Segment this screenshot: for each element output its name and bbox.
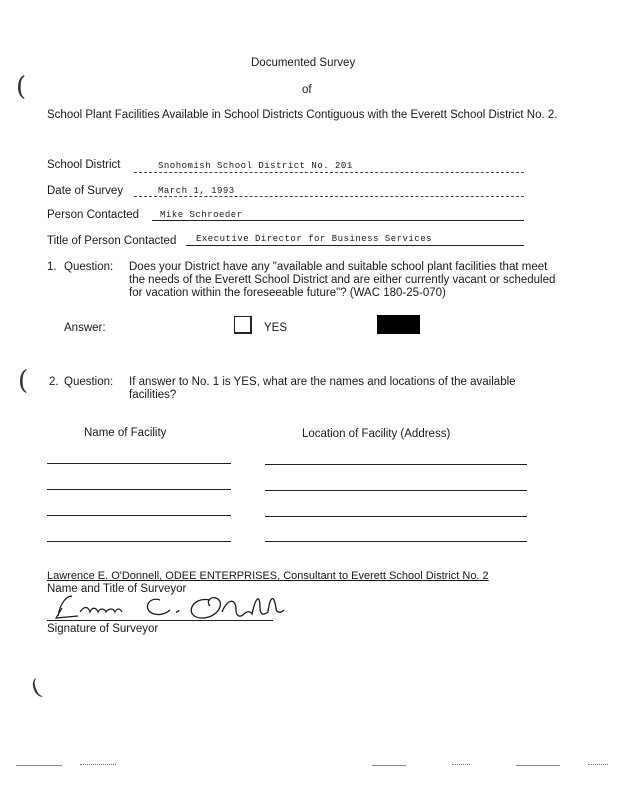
question-2-number: 2. [49,376,59,388]
person-contacted-label: Person Contacted [47,209,140,221]
facility-name-header: Name of Facility [84,427,167,439]
person-contacted-line [152,220,524,221]
document-title: Documented Survey [251,57,356,69]
facility-location-line-4 [265,541,527,542]
school-district-line [134,172,524,173]
surveyor-name-line: Lawrence E. O'Donnell, ODEE ENTERPRISES, Consultant to Everett School District No. 2 [47,570,489,582]
hole-punch-mark-3: ( [27,675,45,702]
facility-location-line-3 [265,516,527,517]
hole-punch-mark-2: ( [18,366,29,396]
school-district-label: School District [47,159,121,171]
person-contacted-value: Mike Schroeder [160,210,243,220]
question-2-label: Question: [64,376,114,388]
facility-name-line-4 [47,541,231,542]
facility-name-line-1 [47,463,231,464]
facility-location-header: Location of Facility (Address) [302,428,451,440]
school-district-value: Snohomish School District No. 201 [158,161,353,171]
footer-scan-noise [0,762,622,768]
facility-name-line-3 [47,515,231,516]
facility-location-line-2 [265,490,527,491]
surveyor-name-label: Name and Title of Surveyor [47,583,187,595]
date-of-survey-value: March 1, 1993 [158,186,235,196]
facility-location-line-1 [265,464,527,465]
question-1-text: Does your District have any "available and suitable school plant facilities that meet the needs of the Everett School District and are either currently vacant or scheduled for vacation within the foreseeable future"? (WAC 180-25-070) [129,261,556,299]
date-of-survey-line [134,196,524,197]
yes-label: YES [264,322,288,334]
contact-title-label: Title of Person Contacted [47,235,177,247]
question-2-text: If answer to No. 1 is YES, what are the names and locations of the available facilities? [129,376,516,401]
hole-punch-mark-1: ( [16,72,27,102]
contact-title-line [186,245,524,246]
answer-label: Answer: [64,322,106,334]
title-of: of [302,84,312,96]
signature-label: Signature of Surveyor [47,623,159,635]
question-1-label: Question: [64,261,114,273]
yes-checkbox[interactable] [234,316,252,334]
facility-name-line-2 [47,489,231,490]
contact-title-value: Executive Director for Business Services [196,234,433,244]
question-1-number: 1. [47,261,57,273]
document-subject: School Plant Facilities Available in School Districts Contiguous with the Everett School District No. 2. [47,109,558,121]
date-of-survey-label: Date of Survey [47,185,124,197]
signature-line [47,620,273,621]
redacted-box [377,315,420,334]
